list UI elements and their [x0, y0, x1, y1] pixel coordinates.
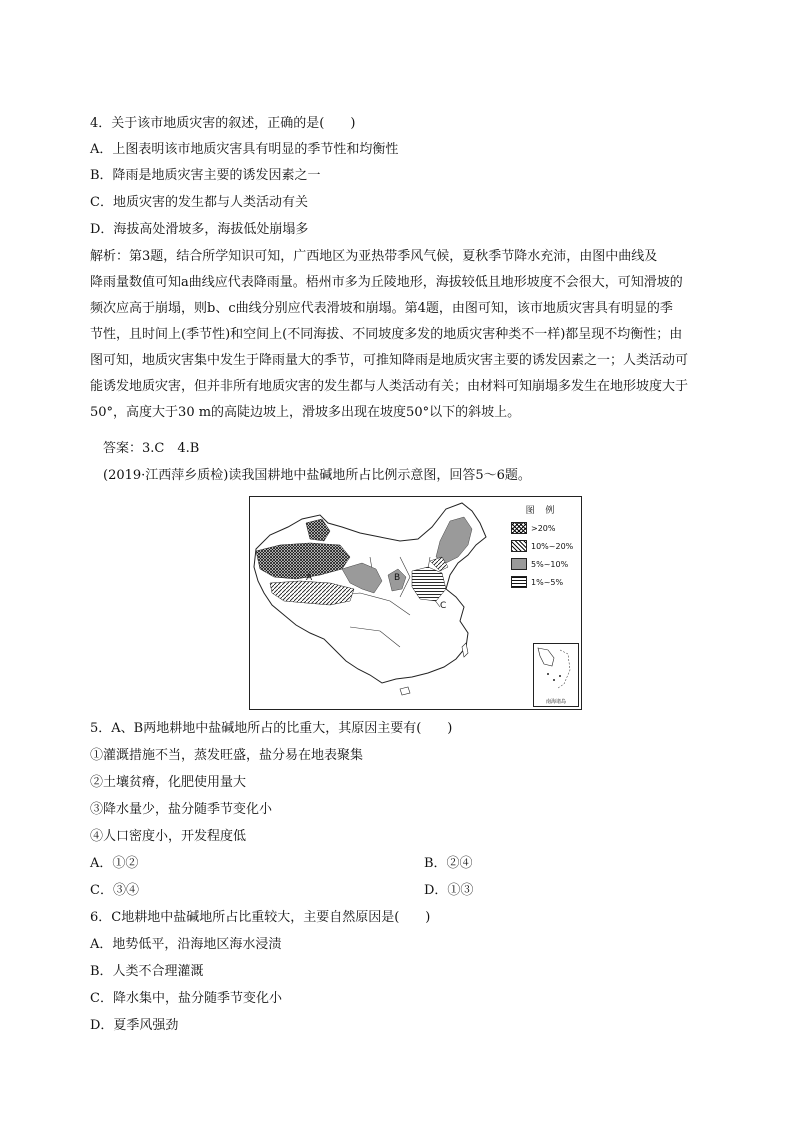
inset-label: 南海诸岛 [545, 699, 566, 705]
q4-option-c: C．地质灾害的发生都与人类活动有关 [90, 195, 308, 210]
analysis-line: 节性，且时间上(季节性)和空间上(不同海拔、不同坡度多发的地质灾害种类不一样)都呈现不均衡性；由 [90, 327, 683, 342]
q4-stem: 4．关于该市地质灾害的叙述，正确的是( ) [90, 116, 356, 131]
swatch-gray [511, 558, 527, 570]
q5-option-b: B．②④ [424, 856, 473, 871]
analysis-line: 频次应高于崩塌，则b、c曲线分别应代表滑坡和崩塌。第4题，由图可知，该市地质灾害具有明显的季 [90, 301, 673, 316]
q6-option-c: C．降水集中，盐分随季节变化小 [90, 991, 282, 1006]
hainan-outline [400, 687, 410, 695]
legend-row [511, 537, 573, 555]
map-legend [511, 503, 573, 591]
analysis-paragraph [90, 244, 720, 426]
south-china-sea-inset [533, 643, 579, 707]
analysis-line: 降雨量数值可知a曲线应代表降雨量。梧州市多为丘陵地形，海拔较低且地形坡度不会很大，可知滑坡的 [90, 275, 683, 290]
inset-svg [534, 644, 578, 696]
swatch-diagonal [511, 540, 527, 552]
answer-line: 答案：3.C 4.B [103, 441, 200, 456]
q4-option-d: D．海拔高处滑坡多，海拔低处崩塌多 [90, 222, 309, 237]
map-label-c: C [440, 601, 447, 611]
legend-label: 10%~20% [531, 541, 574, 551]
question-intro: (2019·江西萍乡质检)读我国耕地中盐碱地所占比例示意图，回答5～6题。 [103, 468, 531, 483]
q4-option-a: A．上图表明该市地质灾害具有明显的季节性和均衡性 [90, 142, 399, 157]
q5-stem: 5．A、B两地耕地中盐碱地所占的比重大，其原因主要有( ) [90, 721, 453, 736]
analysis-line: 图可知，地质灾害集中发生于降雨量大的季节，可推知降雨是地质灾害主要的诱发因素之一；人类活动可 [90, 353, 689, 368]
analysis-line: 解析：第3题，结合所学知识可知，广西地区为亚热带季风气候，夏秋季节降水充沛，由图中曲线及 [90, 249, 658, 264]
analysis-line: 能诱发地质灾害，但并非所有地质灾害的发生都与人类活动有关；由材料可知崩塌多发生在地形坡度大于 [90, 379, 689, 394]
legend-row [511, 573, 573, 591]
q5-item-3: ③降水量少，盐分随季节变化小 [90, 802, 273, 817]
legend-row [511, 519, 573, 537]
salinity-map [249, 496, 582, 710]
swatch-horizontal [511, 576, 527, 588]
q5-item-2: ②土壤贫瘠，化肥使用量大 [90, 775, 247, 790]
map-label-a: A [306, 573, 313, 583]
q4-option-b: B．降雨是地质灾害主要的诱发因素之一 [90, 168, 321, 183]
legend-row [511, 555, 573, 573]
map-label-b: B [394, 573, 401, 583]
q5-item-1: ①灌溉措施不当，蒸发旺盛，盐分易在地表聚集 [90, 748, 364, 763]
analysis-line: 50°，高度大于30 m的高陡边坡上，滑坡多出现在坡度50°以下的斜坡上。 [90, 405, 521, 420]
q6-option-a: A．地势低平，沿海地区海水浸渍 [90, 937, 282, 952]
q5-option-d: D．①③ [424, 883, 474, 898]
q5-item-4: ④人口密度小，开发程度低 [90, 829, 247, 844]
legend-label: >20% [531, 523, 556, 533]
q5-option-a: A．①② [90, 856, 139, 871]
legend-title: 图 例 [525, 506, 559, 516]
q5-option-c: C．③④ [90, 883, 139, 898]
q6-option-b: B．人类不合理灌溉 [90, 964, 204, 979]
legend-label: 5%~10% [531, 559, 569, 569]
legend-label: 1%~5% [531, 577, 564, 587]
q6-stem: 6．C地耕地中盐碱地所占比重较大，主要自然原因是( ) [90, 910, 431, 925]
q6-option-d: D．夏季风强劲 [90, 1018, 179, 1033]
swatch-dense [511, 522, 527, 534]
